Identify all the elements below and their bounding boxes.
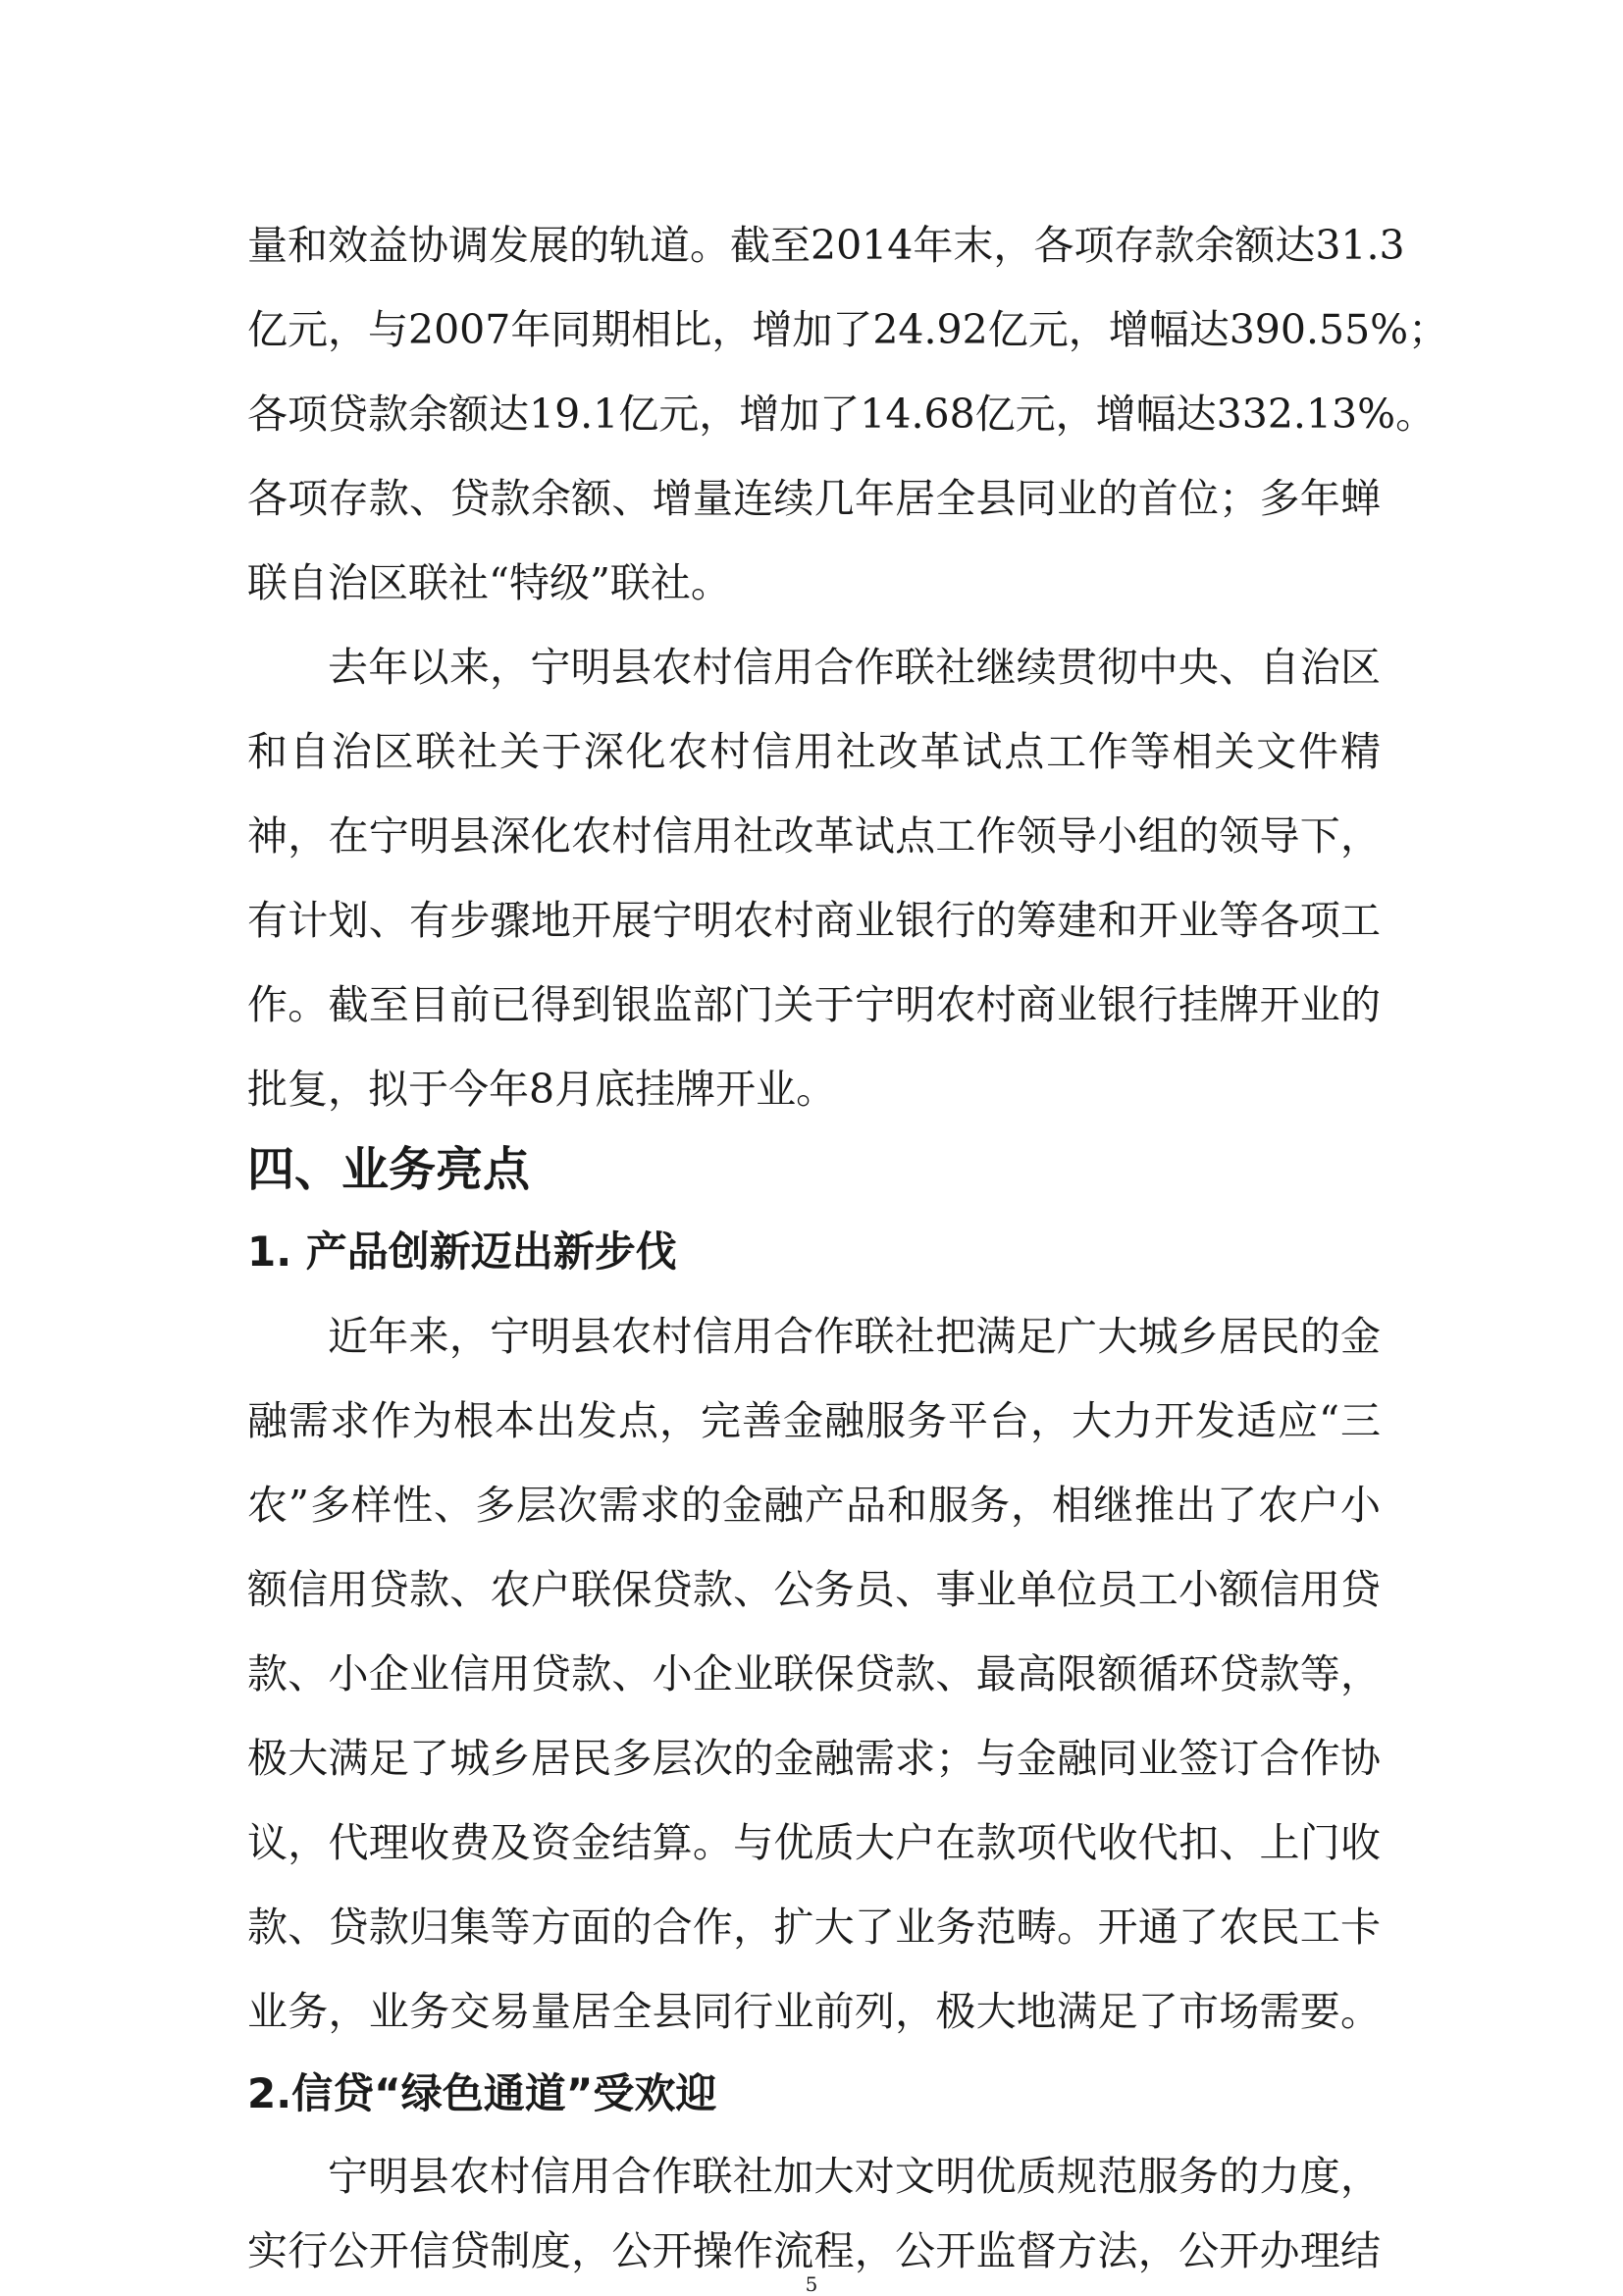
para3-line-5: 款、小企业信用贷款、小企业联保贷款、最高限额循环贷款等，: [247, 1650, 1381, 1697]
para2-line-5: 作。截至目前已得到银监部门关于宁明农村商业银行挂牌开业的: [247, 981, 1381, 1028]
para3-line-2: 融需求作为根本出发点，完善金融服务平台，大力开发适应“三: [247, 1397, 1381, 1444]
para3-line-8: 款、贷款归集等方面的合作，扩大了业务范畴。开通了农民工卡: [247, 1904, 1381, 1951]
para1-line-3: 各项贷款余额达19.1亿元，增加了14.68亿元，增幅达332.13%。: [247, 391, 1437, 438]
para2-line-1: 去年以来，宁明县农村信用合作联社继续贯彻中央、自治区: [328, 644, 1381, 691]
para1-line-2: 亿元，与2007年同期相比，增加了24.92亿元，增幅达390.55%；: [247, 306, 1449, 353]
page-number: 5: [805, 2272, 818, 2296]
para3-line-3: 农”多样性、多层次需求的金融产品和服务，相继推出了农户小: [247, 1482, 1381, 1529]
para2-line-4: 有计划、有步骤地开展宁明农村商业银行的筹建和开业等各项工: [247, 897, 1381, 944]
para2-line-3: 神，在宁明县深化农村信用社改革试点工作领导小组的领导下，: [247, 812, 1381, 860]
para3-line-1: 近年来，宁明县农村信用合作联社把满足广大城乡居民的金: [328, 1313, 1381, 1360]
para2-line-2: 和自治区联社关于深化农村信用社改革试点工作等相关文件精: [247, 728, 1381, 775]
section-heading: 四、业务亮点: [247, 1142, 531, 1197]
para3-line-9: 业务，业务交易量居全县同行业前列，极大地满足了市场需要。: [247, 1988, 1381, 2035]
para3-line-6: 极大满足了城乡居民多层次的金融需求；与金融同业签订合作协: [247, 1735, 1381, 1782]
para4-line-2: 实行公开信贷制度，公开操作流程，公开监督方法，公开办理结: [247, 2227, 1381, 2274]
para1-line-4: 各项存款、贷款余额、增量连续几年居全县同业的首位；多年蝉: [247, 475, 1381, 522]
subheading-green-channel: 2.信贷“绿色通道”受欢迎: [247, 2069, 717, 2117]
para1-line-5: 联自治区联社“特级”联社。: [247, 559, 731, 606]
para2-line-6: 批复，拟于今年8月底挂牌开业。: [247, 1066, 837, 1113]
para3-line-7: 议，代理收费及资金结算。与优质大户在款项代收代扣、上门收: [247, 1819, 1381, 1866]
subheading-product-innovation: 1. 产品创新迈出新步伐: [247, 1227, 677, 1276]
para1-line-1: 量和效益协调发展的轨道。截至2014年末，各项存款余额达31.3: [247, 222, 1405, 269]
para4-line-1: 宁明县农村信用合作联社加大对文明优质规范服务的力度，: [328, 2153, 1381, 2200]
para3-line-4: 额信用贷款、农户联保贷款、公务员、事业单位员工小额信用贷: [247, 1566, 1381, 1613]
